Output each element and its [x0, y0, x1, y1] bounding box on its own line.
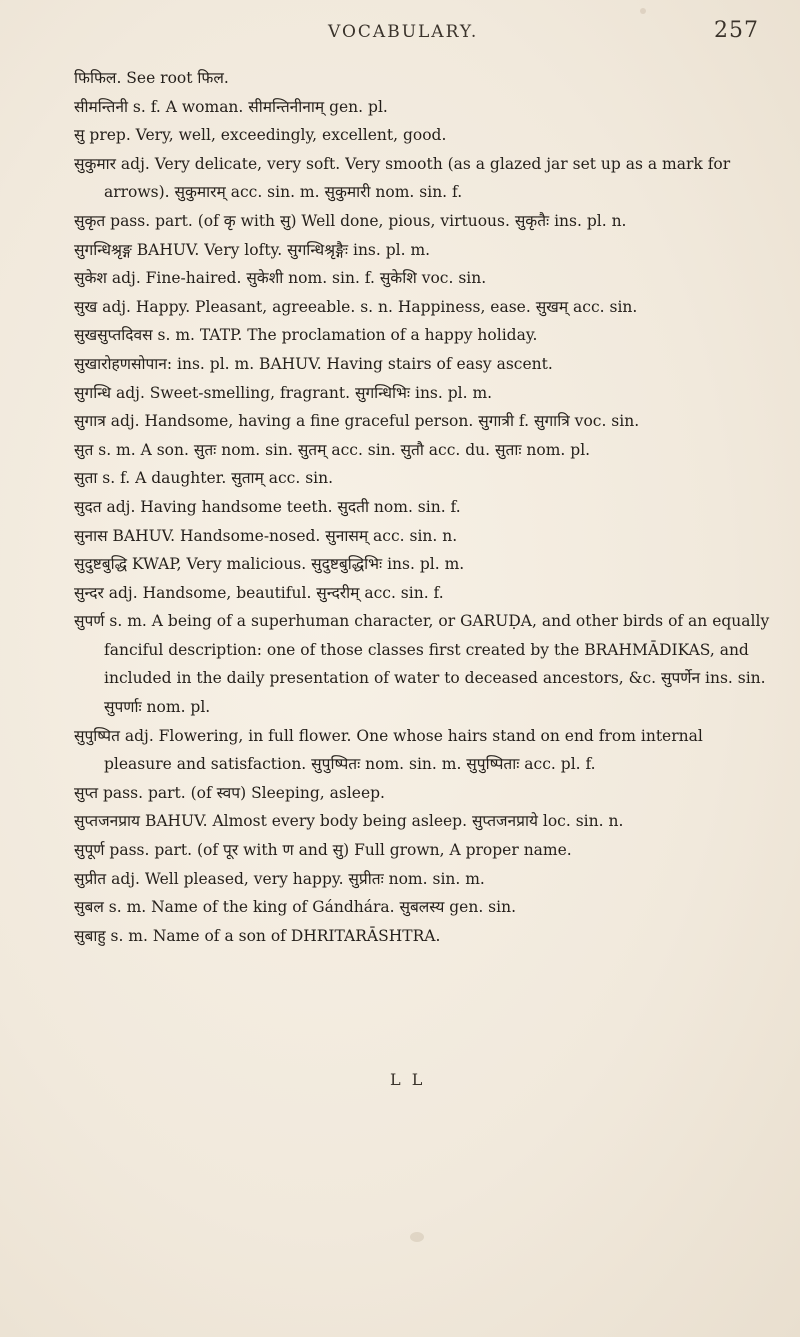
vocabulary-entry: सुपुष्पित adj. Flowering, in full flower. One whose hairs stand on end from internal pleasure and satisfaction. सुपुष्पितः nom. sin. m. सुपुष्पिताः acc. pl. f.: [74, 726, 703, 774]
vocabulary-entry: सुप्त pass. part. (of स्वप) Sleeping, asleep.: [74, 783, 385, 802]
vocabulary-entry: सुपूर्ण pass. part. (of पूर with ण and सु) Full grown, A proper name.: [74, 841, 572, 860]
vocabulary-entry: सुखसुप्तदिवस s. m. TATP. The proclamation of a happy holiday.: [74, 326, 538, 345]
vocabulary-entry: सु prep. Very, well, exceedingly, excellent, good.: [74, 126, 447, 145]
vocabulary-entry: फिफिल. See root फिल.: [74, 69, 229, 87]
vocabulary-entry: सीमन्तिनी s. f. A woman. सीमन्तिनीनाम् gen. pl.: [74, 97, 388, 116]
vocabulary-entries: [74, 64, 774, 950]
signature-mark: L L: [390, 1070, 426, 1089]
vocabulary-entry: सुनास BAHUV. Handsome-nosed. सुनासम् acc. sin. n.: [74, 526, 458, 545]
vocabulary-entry: सुगात्र adj. Handsome, having a fine graceful person. सुगात्री f. सुगात्रि voc. sin.: [74, 412, 640, 431]
vocabulary-entry: सुखारोहणसोपान: ins. pl. m. BAHUV. Having stairs of easy ascent.: [74, 354, 553, 373]
page-header: [0, 16, 800, 50]
vocabulary-entry: सुकृत pass. part. (of कृ with सु) Well done, pious, virtuous. सुकृतैः ins. pl. n.: [74, 211, 627, 230]
vocabulary-entry: सुदुष्टबुद्धि KWAP, Very malicious. सुदुष्टबुद्धिभिः ins. pl. m.: [74, 555, 465, 574]
vocabulary-entry: सुगन्धिश्रृङ्ग BAHUV. Very lofty. सुगन्धिश्रृङ्गैः ins. pl. m.: [74, 240, 431, 259]
vocabulary-entry: सुता s. f. A daughter. सुताम् acc. sin.: [74, 469, 334, 488]
vocabulary-entry: सुगन्धि adj. Sweet-smelling, fragrant. सुगन्धिभिः ins. pl. m.: [74, 383, 493, 402]
foxing-spot: [410, 1232, 424, 1242]
vocabulary-entry: सुकेश adj. Fine-haired. सुकेशी nom. sin. f. सुकेशि voc. sin.: [74, 269, 487, 288]
vocabulary-entry: सुदत adj. Having handsome teeth. सुदती nom. sin. f.: [74, 497, 461, 516]
vocabulary-entry: सुप्रीत adj. Well pleased, very happy. सुप्रीतः nom. sin. m.: [74, 869, 485, 888]
page-number: 257: [714, 18, 759, 43]
vocabulary-entry: सुप्तजनप्राय BAHUV. Almost every body being asleep. सुप्तजनप्राये loc. sin. n.: [74, 812, 624, 831]
vocabulary-entry: सुबल s. m. Name of the king of Gándhára. सुबलस्य gen. sin.: [74, 898, 517, 917]
vocabulary-entry: सुकुमार adj. Very delicate, very soft. Very smooth (as a glazed jar set up as a mark for arrows). सुकुमारम् acc. sin. m. सुकुमारी nom. sin. f.: [74, 154, 731, 202]
vocabulary-entry: सुबाहु s. m. Name of a son of DHRITARĀSHTRA.: [74, 926, 441, 945]
vocabulary-entry: सुन्दर adj. Handsome, beautiful. सुन्दरीम् acc. sin. f.: [74, 583, 444, 602]
vocabulary-entry: सुपर्ण s. m. A being of a superhuman character, or GARUḌA, and other birds of an equally fanciful description: one of those classes first created by the BRAHMĀDIKAS, and included in the daily presentation of water to deceased ancestors, &c. सुपर्णेन ins. sin. सुपर्णाः nom. pl.: [74, 612, 770, 717]
foxing-spot: [640, 8, 646, 14]
running-head: VOCABULARY.: [328, 22, 479, 42]
vocabulary-entry: सुख adj. Happy. Pleasant, agreeable. s. n. Happiness, ease. सुखम् acc. sin.: [74, 297, 638, 316]
vocabulary-entry: सुत s. m. A son. सुतः nom. sin. सुतम् acc. sin. सुतौ acc. du. सुताः nom. pl.: [74, 440, 591, 459]
